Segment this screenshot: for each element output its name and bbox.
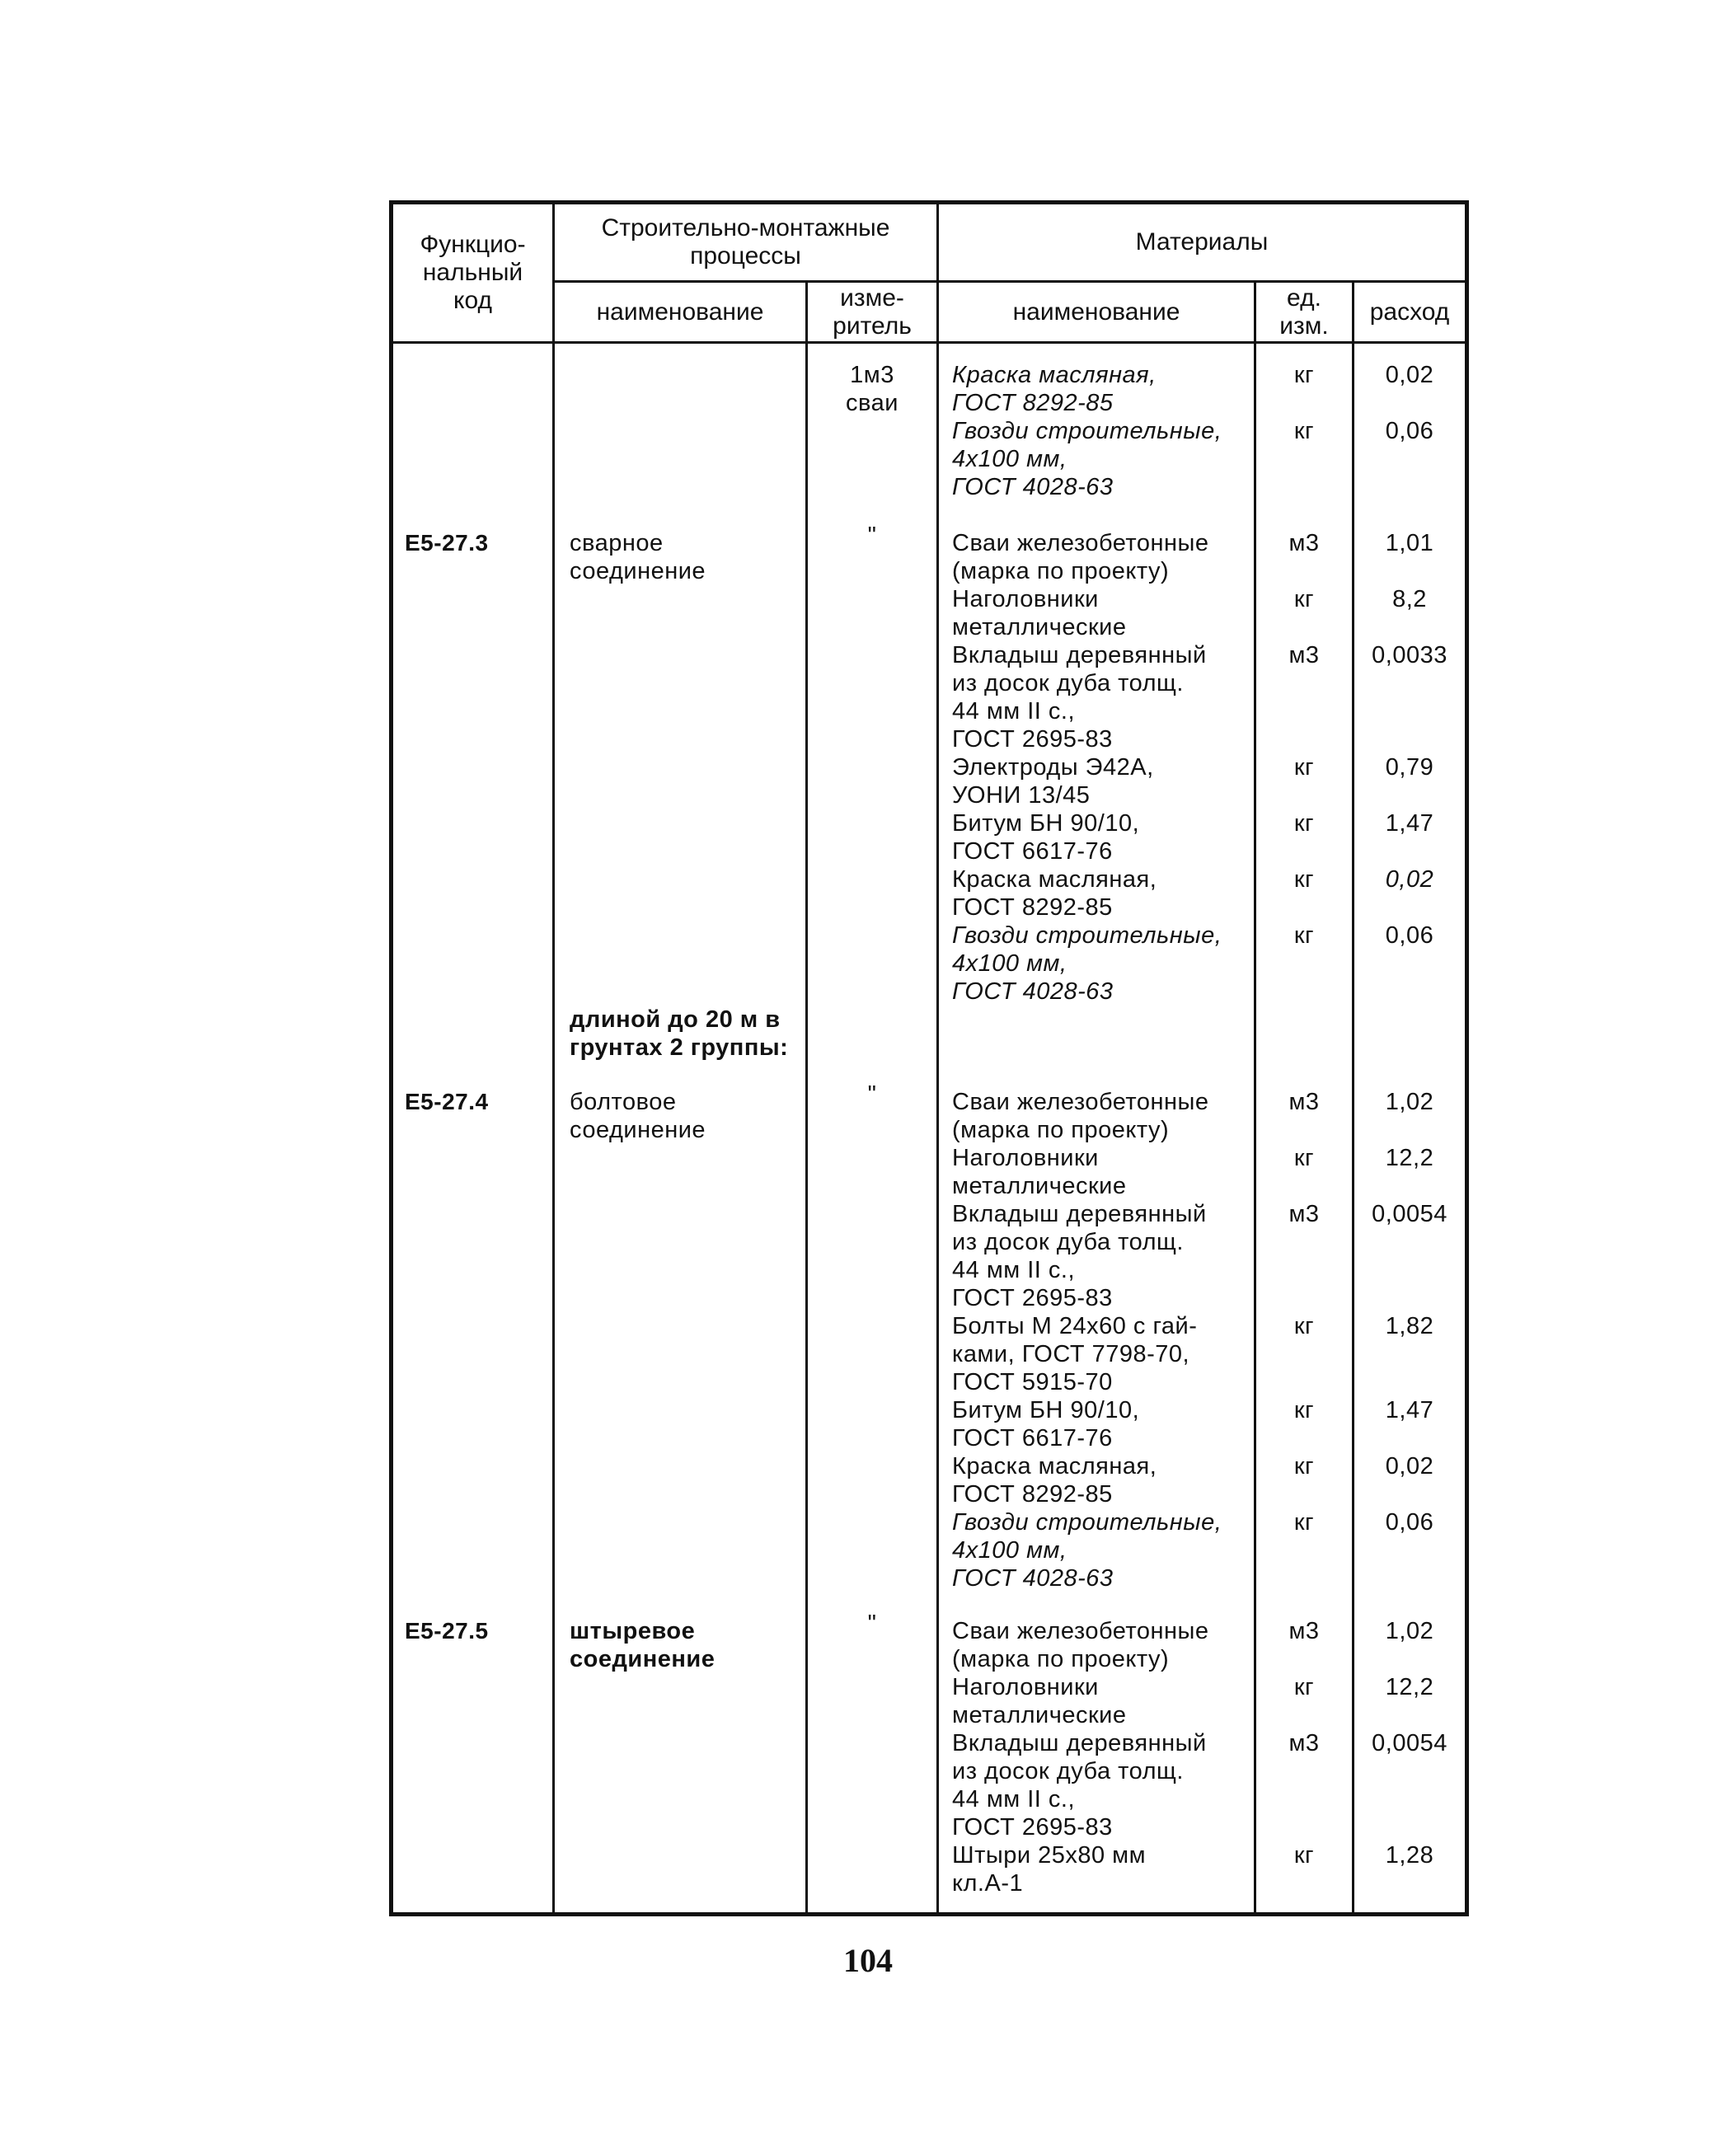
material-name: Битум БН 90/10, ГОСТ 6617-76 [952,1397,1140,1451]
header-process-name: наименование [596,298,764,326]
material-name: Наголовники металлические [952,1674,1127,1728]
col-divider [936,204,939,1912]
material-name: Наголовники металлические [952,586,1127,640]
header-meter: изме- ритель [833,284,912,340]
material-unit: кг [1293,1509,1315,1536]
material-name: Краска масляная, ГОСТ 8292-85 [952,1453,1157,1508]
material-unit: кг [1293,362,1315,388]
process-name: болтовое соединение [570,1089,706,1143]
material-unit: м3 [1288,1089,1320,1115]
material-unit: кг [1293,1313,1315,1339]
material-unit: кг [1293,922,1315,949]
material-qty: 0,79 [1385,754,1434,781]
header-func-code: Функцио- нальный код [420,231,526,314]
process-name: штыревое соединение [570,1618,716,1672]
material-name: Гвозди строительные, 4х100 мм, ГОСТ 4028-63 [952,922,1222,1005]
material-name: Наголовники металлические [952,1145,1127,1199]
func-code: Е5-27.4 [405,1089,489,1114]
material-qty: 0,02 [1385,866,1434,893]
material-name: Вкладыш деревянный из досок дуба толщ. 44 мм II с., ГОСТ 2695-83 [952,1730,1207,1841]
material-unit: кг [1293,1674,1315,1700]
header-material-name: наименование [1012,298,1180,326]
material-unit: кг [1293,418,1315,444]
material-unit: кг [1293,866,1315,893]
material-qty: 0,0054 [1372,1730,1447,1756]
material-name: Гвозди строительные, 4х100 мм, ГОСТ 4028-63 [952,418,1222,500]
material-qty: 1,47 [1385,1397,1434,1423]
material-name: Сваи железобетонные (марка по проекту) [952,1618,1209,1672]
material-unit: кг [1293,1453,1315,1480]
material-qty: 1,01 [1385,530,1434,556]
material-unit: м3 [1288,530,1320,556]
col-divider [552,204,555,1912]
material-name: Битум БН 90/10, ГОСТ 6617-76 [952,810,1140,865]
material-name: Вкладыш деревянный из досок дуба толщ. 44 мм II с., ГОСТ 2695-83 [952,642,1207,753]
material-qty: 1,28 [1385,1842,1434,1869]
material-unit: м3 [1288,1730,1320,1756]
materials-table [389,200,1469,1916]
header-consumption: расход [1369,298,1450,326]
material-qty: 0,06 [1385,418,1434,444]
material-qty: 0,06 [1385,1509,1434,1536]
material-name: Сваи железобетонные (марка по проекту) [952,1089,1209,1143]
material-name: Болты М 24х60 с гай- ками, ГОСТ 7798-70, ГОСТ 5915-70 [952,1313,1198,1395]
material-name: Штыри 25х80 мм кл.А-1 [952,1842,1147,1897]
material-unit: м3 [1288,1201,1320,1227]
material-qty: 0,0033 [1372,642,1447,668]
material-qty: 1,47 [1385,810,1434,837]
process-name: сварное соединение [570,530,706,584]
material-qty: 0,0054 [1372,1201,1447,1227]
material-unit: м3 [1288,642,1320,668]
material-unit: кг [1293,754,1315,781]
material-name: Гвозди строительные, 4х100 мм, ГОСТ 4028-63 [952,1509,1222,1592]
material-qty: 1,02 [1385,1089,1434,1115]
header-bottom-line [393,341,1465,344]
material-qty: 0,02 [1385,362,1434,388]
meter-cell: " [867,1611,877,1637]
material-unit: кг [1293,1842,1315,1869]
material-unit: кг [1293,1397,1315,1423]
material-qty: 12,2 [1385,1145,1434,1171]
material-name: Краска масляная, ГОСТ 8292-85 [952,362,1157,416]
material-name: Электроды Э42А, УОНИ 13/45 [952,754,1154,809]
material-qty: 8,2 [1392,586,1427,612]
material-qty: 1,82 [1385,1313,1434,1339]
meter-cell: " [867,523,877,549]
material-qty: 1,02 [1385,1618,1434,1644]
material-unit: кг [1293,586,1315,612]
header-unit: ед. изм. [1279,284,1329,340]
section-heading: длиной до 20 м в грунтах 2 группы: [570,1006,789,1061]
material-qty: 12,2 [1385,1674,1434,1700]
material-name: Сваи железобетонные (марка по проекту) [952,530,1209,584]
material-unit: м3 [1288,1618,1320,1644]
meter-cell: " [867,1081,877,1108]
header-processes: Строительно-монтажные процессы [601,214,890,270]
material-name: Краска масляная, ГОСТ 8292-85 [952,866,1157,921]
material-unit: кг [1293,810,1315,837]
meter-cell: 1м3 сваи [846,362,898,416]
material-qty: 0,06 [1385,922,1434,949]
material-name: Вкладыш деревянный из досок дуба толщ. 44 мм II с., ГОСТ 2695-83 [952,1201,1207,1311]
func-code: Е5-27.3 [405,530,489,556]
header-materials: Материалы [1135,228,1269,256]
func-code: Е5-27.5 [405,1618,489,1644]
material-unit: кг [1293,1145,1315,1171]
material-qty: 0,02 [1385,1453,1434,1480]
page-number: 104 [843,1942,893,1979]
